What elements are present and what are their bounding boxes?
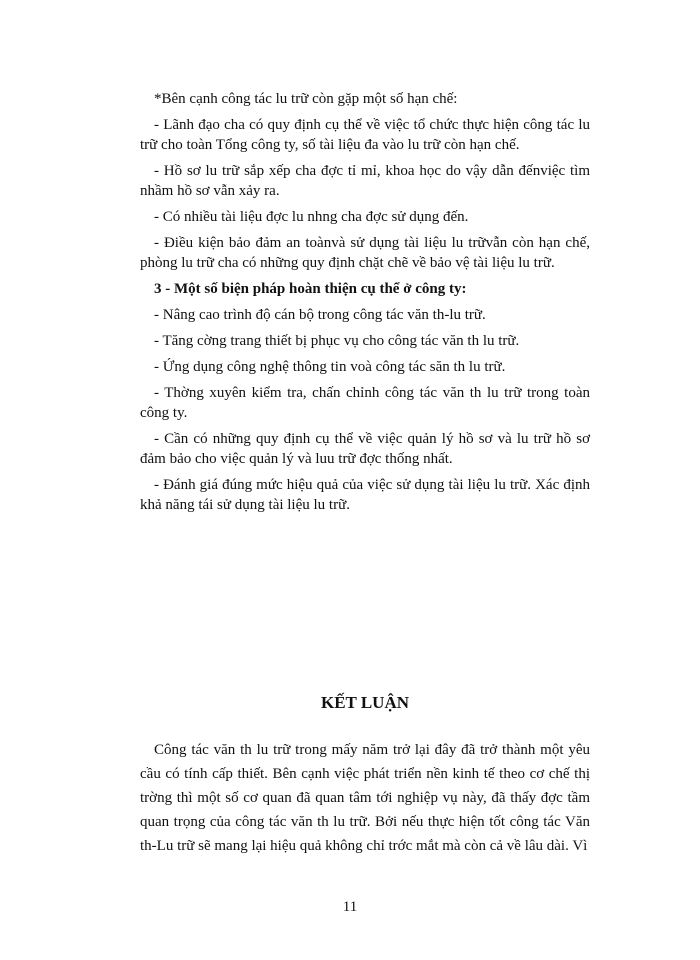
paragraph-limitation-unused-documents: - Có nhiều tài liệu đợc lu nhng cha đợc sử dụng đến.	[154, 209, 469, 225]
section-heading-improvement-measures: 3 - Một số biện pháp hoàn thiện cụ thể ở công ty:	[154, 281, 467, 297]
conclusion-paragraph: Công tác văn th lu trữ trong mấy năm trở lại đây đã trở thành một yêu cầu có tính cấp thiết. Bên cạnh việc phát triển nền kinh tế theo cơ chế thị trờng thì một số cơ quan đã quan tâm tới nghiệp vụ này, đã thấy đợc tầm quan trọng của công tác văn th lu trữ. Bởi nếu thực hiện tốt công tác Văn th-Lu trữ sẽ mang lại hiệu quả không chỉ trớc mắt mà còn cả về lâu dài. Vì	[140, 742, 590, 854]
paragraph-measure-equipment: - Tăng cờng trang thiết bị phục vụ cho công tác văn th lu trữ.	[154, 333, 520, 349]
paragraph-measure-evaluation: - Đánh giá đúng mức hiệu quả của việc sử dụng tài liệu lu trữ. Xác định khả năng tái sử dụng tài liệu lu trữ.	[140, 477, 590, 513]
paragraph-limitations-intro: *Bên cạnh công tác lu trữ còn gặp một số hạn chế:	[154, 91, 458, 107]
conclusion-heading: KẾT LUẬN	[320, 693, 409, 712]
paragraph-measure-regulations: - Cần có những quy định cụ thể về việc quản lý hồ sơ và lu trữ hồ sơ đảm bảo cho việc quản lý và luu trữ đợc thống nhất.	[140, 431, 590, 467]
conclusion-section	[140, 738, 590, 858]
paragraph-limitation-safety-conditions: - Điều kiện bảo đảm an toànvà sử dụng tài liệu lu trữvẫn còn hạn chế, phòng lu trữ cha có những quy định chặt chẽ về bảo vệ tài liệu lu trữ.	[140, 235, 590, 271]
paragraph-limitation-records-arrangement: - Hồ sơ lu trữ sắp xếp cha đợc tỉ mỉ, khoa học do vậy dẫn đếnviệc tìm nhầm hồ sơ vẫn xảy ra.	[140, 163, 590, 199]
paragraph-measure-inspection: - Thờng xuyên kiểm tra, chấn chỉnh công tác văn th lu trữ trong toàn công ty.	[140, 385, 590, 421]
page-number: 11	[342, 899, 358, 915]
body-text-section	[140, 89, 590, 521]
paragraph-measure-staff-training: - Nâng cao trình độ cán bộ trong công tác văn th-lu trữ.	[154, 307, 486, 323]
paragraph-measure-technology: - Ứng dụng công nghệ thông tin voà công tác săn th lu trữ.	[154, 359, 506, 375]
paragraph-limitation-leadership: - Lãnh đạo cha có quy định cụ thể về việc tổ chức thực hiện công tác lu trữ cho toàn Tổng công ty, số tài liệu đa vào lu trữ còn hạn chế.	[140, 117, 590, 153]
